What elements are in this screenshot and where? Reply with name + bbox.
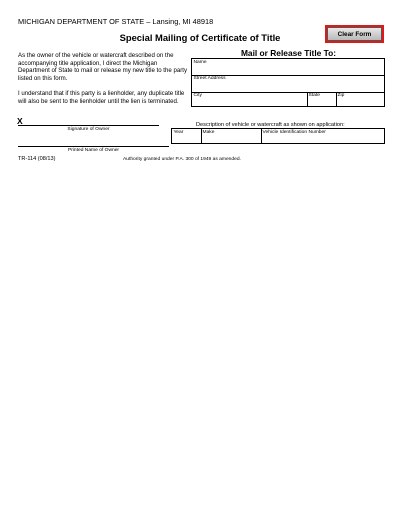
street-address-field[interactable] [192, 84, 384, 92]
state-label: State [308, 93, 320, 98]
signature-caption: Signature of Owner [67, 127, 110, 132]
mail-to-block [191, 58, 385, 107]
signature-line[interactable] [18, 125, 159, 126]
city-label: City [193, 93, 202, 98]
printed-name-caption: Printed Name of Owner [67, 148, 120, 153]
form-number: TR-114 (08/13) [18, 156, 56, 162]
make-label: Make [202, 130, 215, 135]
agency-header: MICHIGAN DEPARTMENT OF STATE – Lansing, MI 48918 [18, 17, 214, 26]
zip-field[interactable] [336, 98, 384, 106]
vin-field[interactable] [261, 135, 384, 143]
signature-x-mark: X [17, 116, 23, 126]
make-cell [201, 129, 261, 143]
vin-cell [261, 129, 384, 143]
vin-label: Vehicle Identification Number [262, 130, 326, 135]
name-label: Name [193, 60, 207, 65]
year-field[interactable] [172, 135, 201, 143]
lienholder-paragraph: I understand that if this party is a lienholder, any duplicate title will also be sent to the lienholder until the lien is terminated. [18, 90, 185, 105]
zip-cell [336, 92, 384, 106]
authority-statement: Authority granted under P.A. 300 of 1949 as amended. [123, 157, 241, 162]
clear-form-button[interactable]: Clear Form [327, 27, 382, 41]
printed-name-line[interactable] [18, 146, 169, 147]
state-field[interactable] [307, 98, 336, 106]
form-title: Special Mailing of Certificate of Title [119, 32, 281, 43]
year-label: Year [173, 130, 184, 135]
name-cell [192, 59, 384, 75]
street-cell [192, 75, 384, 92]
street-address-label: Street Address [193, 76, 226, 81]
make-field[interactable] [201, 135, 261, 143]
vehicle-description-block [171, 128, 385, 144]
zip-label: Zip [337, 93, 345, 98]
state-cell [307, 92, 336, 106]
authorization-paragraph: As the owner of the vehicle or watercraft described on the accompanying title application, I direct the Michigan Department of State to mail or release my new title to the party listed on this form. [18, 52, 188, 82]
name-field[interactable] [192, 67, 384, 75]
mail-to-heading: Mail or Release Title To: [240, 48, 337, 58]
city-cell [192, 92, 307, 106]
city-field[interactable] [192, 98, 307, 106]
year-cell [172, 129, 201, 143]
vehicle-description-caption: Description of vehicle or watercraft as shown on application: [196, 122, 345, 128]
